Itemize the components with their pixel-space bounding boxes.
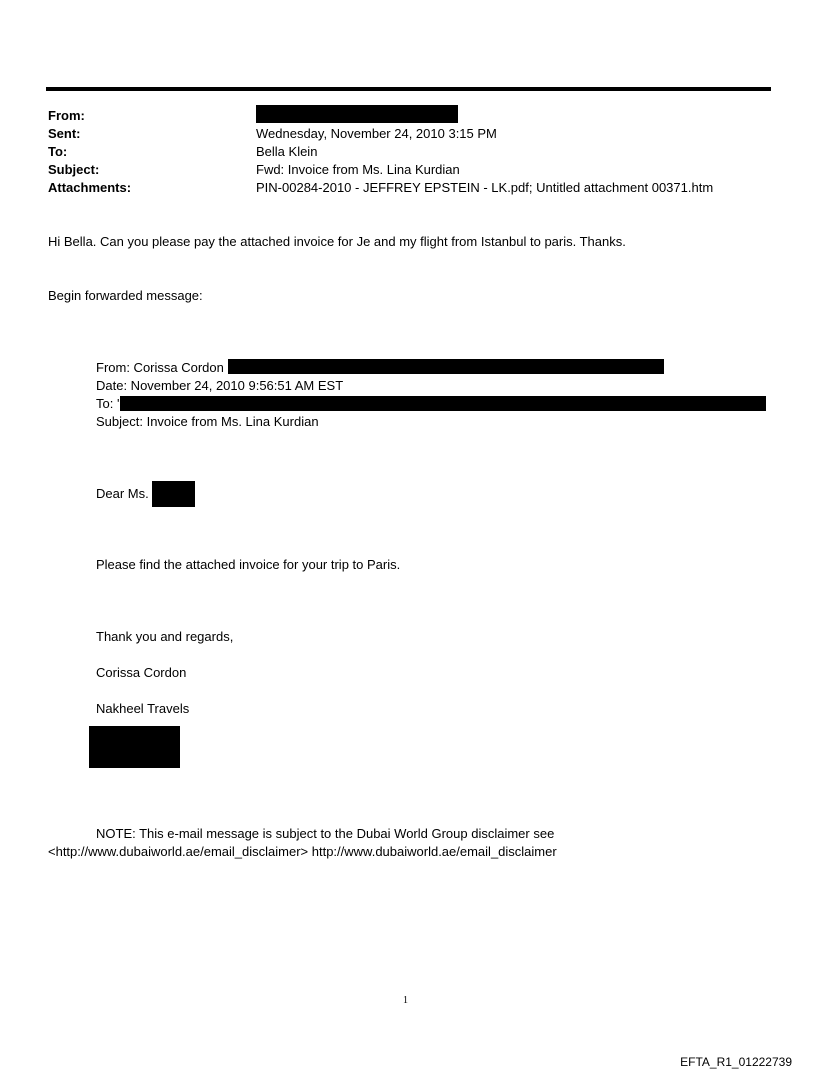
signature-company: Nakheel Travels [96, 701, 190, 716]
page-number: 1 [403, 995, 408, 1006]
redaction-signature-block [89, 726, 180, 768]
from-label: From: [48, 108, 85, 123]
to-value: Bella Klein [256, 144, 318, 159]
fwd-date: Date: November 24, 2010 9:56:51 AM EST [96, 378, 344, 393]
redaction-from [256, 105, 458, 123]
attachments-value: PIN-00284-2010 - JEFFREY EPSTEIN - LK.pdf; Untitled attachment 00371.htm [256, 180, 714, 195]
greeting: Dear Ms. [96, 486, 149, 501]
bates-number: EFTA_R1_01222739 [680, 1055, 792, 1069]
fwd-from: From: Corissa Cordon [96, 360, 224, 375]
subject-label: Subject: [48, 162, 100, 177]
subject-value: Fwd: Invoice from Ms. Lina Kurdian [256, 162, 460, 177]
sent-label: Sent: [48, 126, 81, 141]
redaction-fwd-from [228, 359, 664, 374]
intro-text: Hi Bella. Can you please pay the attached invoice for Je and my flight from Istanbul to paris. Thanks. [48, 234, 626, 249]
message-text: Please find the attached invoice for your trip to Paris. [96, 557, 401, 572]
closing-text: Thank you and regards, [96, 629, 234, 644]
to-label: To: [48, 144, 68, 159]
redaction-fwd-to [120, 396, 766, 411]
disclaimer-line-2: <http://www.dubaiworld.ae/email_disclaimer> http://www.dubaiworld.ae/email_disclaimer [48, 844, 557, 859]
fwd-to: To: ' [96, 396, 120, 411]
attachments-label: Attachments: [48, 180, 132, 195]
redaction-greeting [152, 481, 195, 507]
signature-name: Corissa Cordon [96, 665, 187, 680]
header-rule [46, 87, 771, 91]
sent-value: Wednesday, November 24, 2010 3:15 PM [256, 126, 497, 141]
disclaimer-line-1: NOTE: This e-mail message is subject to the Dubai World Group disclaimer see [96, 826, 555, 841]
forward-line: Begin forwarded message: [48, 288, 203, 303]
fwd-subject: Subject: Invoice from Ms. Lina Kurdian [96, 414, 319, 429]
